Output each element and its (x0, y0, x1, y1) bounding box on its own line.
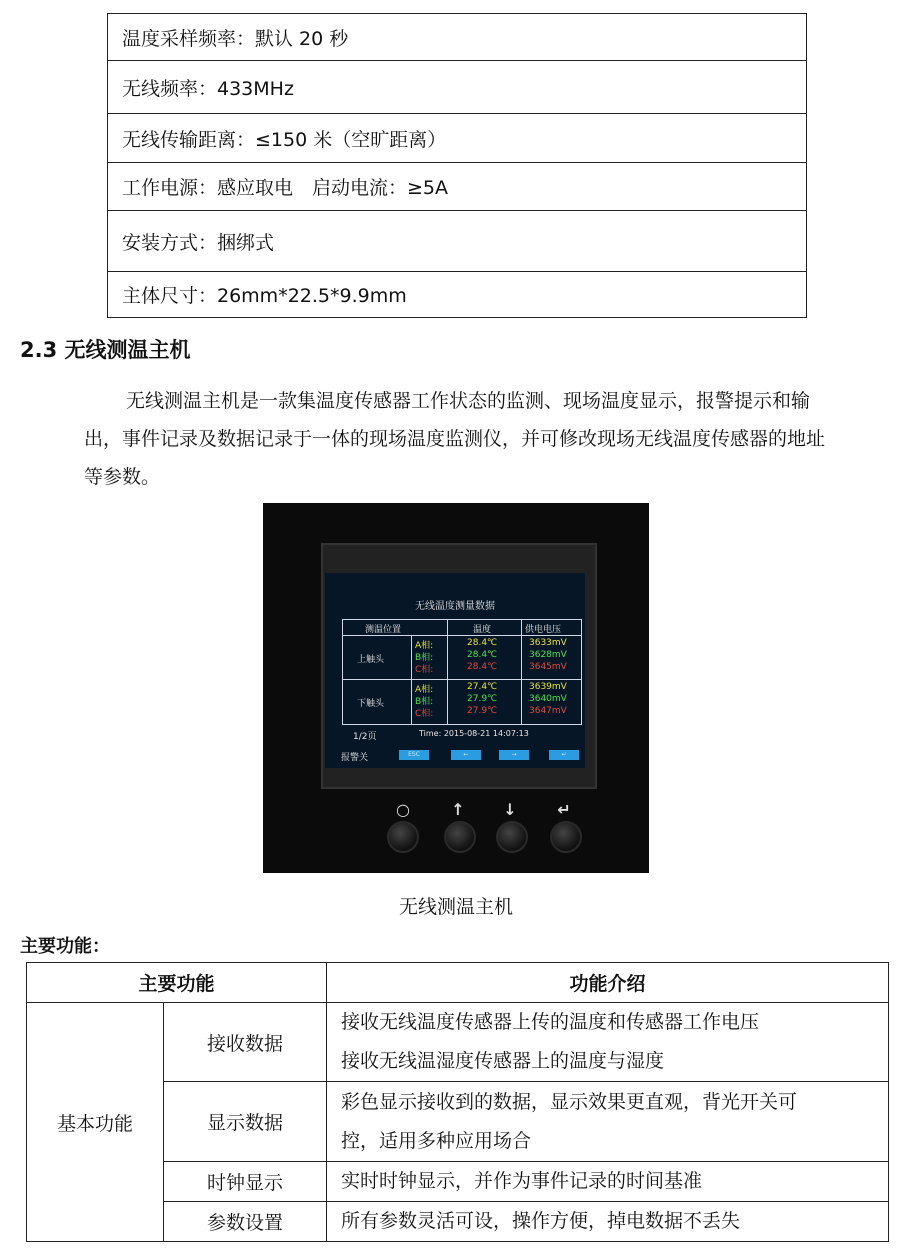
lcd-phase: A相: (415, 641, 434, 651)
lcd-voltage: 3640mV (529, 694, 567, 704)
lcd-header-voltage: 供电电压 (525, 625, 562, 635)
desc-line: 控，适用多种应用场合 (341, 1129, 532, 1152)
lcd-voltage: 3639mV (529, 682, 567, 692)
device-button-enter (550, 821, 582, 853)
function-name: 参数设置 (164, 1202, 327, 1242)
col-header-function: 主要功能 (27, 963, 327, 1003)
lcd-phase: B相: (415, 697, 434, 707)
desc-line: 接收无线温湿度传感器上的温度与湿度 (341, 1050, 665, 1072)
lcd-temp: 27.9℃ (467, 694, 498, 704)
spec-row: 温度采样频率：默认 20 秒 (108, 14, 807, 61)
function-name: 显示数据 (164, 1082, 327, 1162)
category-cell: 基本功能 (27, 1003, 164, 1242)
lcd-header-position: 测温位置 (365, 625, 402, 635)
lcd-title: 无线温度测量数据 (415, 601, 495, 612)
lcd-phase: C相: (415, 665, 434, 675)
lcd-enter-key: ↵ (549, 750, 579, 760)
lcd-temp: 27.9℃ (467, 706, 498, 716)
figure-caption: 无线测温主机 (398, 896, 513, 918)
spec-row: 安装方式：捆绑式 (108, 211, 807, 272)
function-name: 时钟显示 (164, 1162, 327, 1202)
lcd-phase: C相: (415, 709, 434, 719)
lcd-time: Time: 2015-08-21 14:07:13 (419, 729, 529, 738)
arrow-up-icon: ↑ (451, 800, 465, 819)
desc-line: 接收无线温度传感器上传的温度和传感器工作电压 (341, 1011, 760, 1033)
lcd-header-temp: 温度 (473, 625, 492, 635)
desc-line: 彩色显示接收到的数据，显示效果更直观，背光开关可 (341, 1090, 798, 1113)
device-photo (263, 503, 649, 873)
table-row (27, 1003, 889, 1082)
arrow-down-icon: ↓ (503, 800, 517, 819)
lcd-group-lower: 下触头 (357, 699, 385, 709)
lcd-temp: 28.4℃ (467, 662, 498, 672)
device-button-circle (387, 821, 419, 853)
lcd-phase: A相: (415, 685, 434, 695)
functions-table (26, 962, 889, 1242)
lcd-alarm-label: 报警关 (341, 753, 369, 763)
functions-heading: 主要功能： (20, 936, 110, 957)
lcd-data-table (342, 619, 582, 725)
function-desc: 所有参数灵活可设，操作方便，掉电数据不丢失 (327, 1202, 889, 1242)
col-header-description: 功能介绍 (327, 963, 889, 1003)
device-button-down (496, 821, 528, 853)
function-name: 接收数据 (164, 1003, 327, 1082)
spec-row: 工作电源：感应取电 启动电流：≥5A (108, 163, 807, 211)
enter-icon: ↵ (557, 800, 571, 819)
lcd-group-upper: 上触头 (357, 655, 385, 665)
lcd-voltage: 3628mV (529, 650, 567, 660)
lcd-temp: 28.4℃ (467, 650, 498, 660)
function-desc (327, 1003, 889, 1082)
lcd-right-key: → (499, 750, 529, 760)
function-desc (327, 1082, 889, 1162)
circle-icon: ○ (396, 800, 410, 819)
lcd-voltage: 3633mV (529, 638, 567, 648)
lcd-left-key: ← (451, 750, 481, 760)
spec-row: 无线频率：433MHz (108, 61, 807, 114)
lcd-screen (325, 573, 585, 768)
lcd-temp: 27.4℃ (467, 682, 498, 692)
section-paragraph (84, 382, 834, 496)
spec-table (107, 13, 807, 318)
lcd-voltage: 3645mV (529, 662, 567, 672)
spec-row: 主体尺寸：26mm*22.5*9.9mm (108, 272, 807, 318)
section-title: 2.3 无线测温主机 (20, 338, 191, 362)
lcd-page: 1/2页 (353, 732, 377, 742)
device-button-up (444, 821, 476, 853)
paragraph-text: 无线测温主机是一款集温度传感器工作状态的监测、现场温度显示，报警提示和输出，事件记录及数据记录于一体的现场温度监测仪，并可修改现场无线温度传感器的地址等参数。 (84, 390, 826, 488)
spec-row: 无线传输距离：≤150 米（空旷距离） (108, 114, 807, 163)
lcd-temp: 28.4℃ (467, 638, 498, 648)
function-desc: 实时时钟显示，并作为事件记录的时间基准 (327, 1162, 889, 1202)
lcd-esc-key: ESC (399, 750, 429, 760)
lcd-phase: B相: (415, 653, 434, 663)
lcd-voltage: 3647mV (529, 706, 567, 716)
